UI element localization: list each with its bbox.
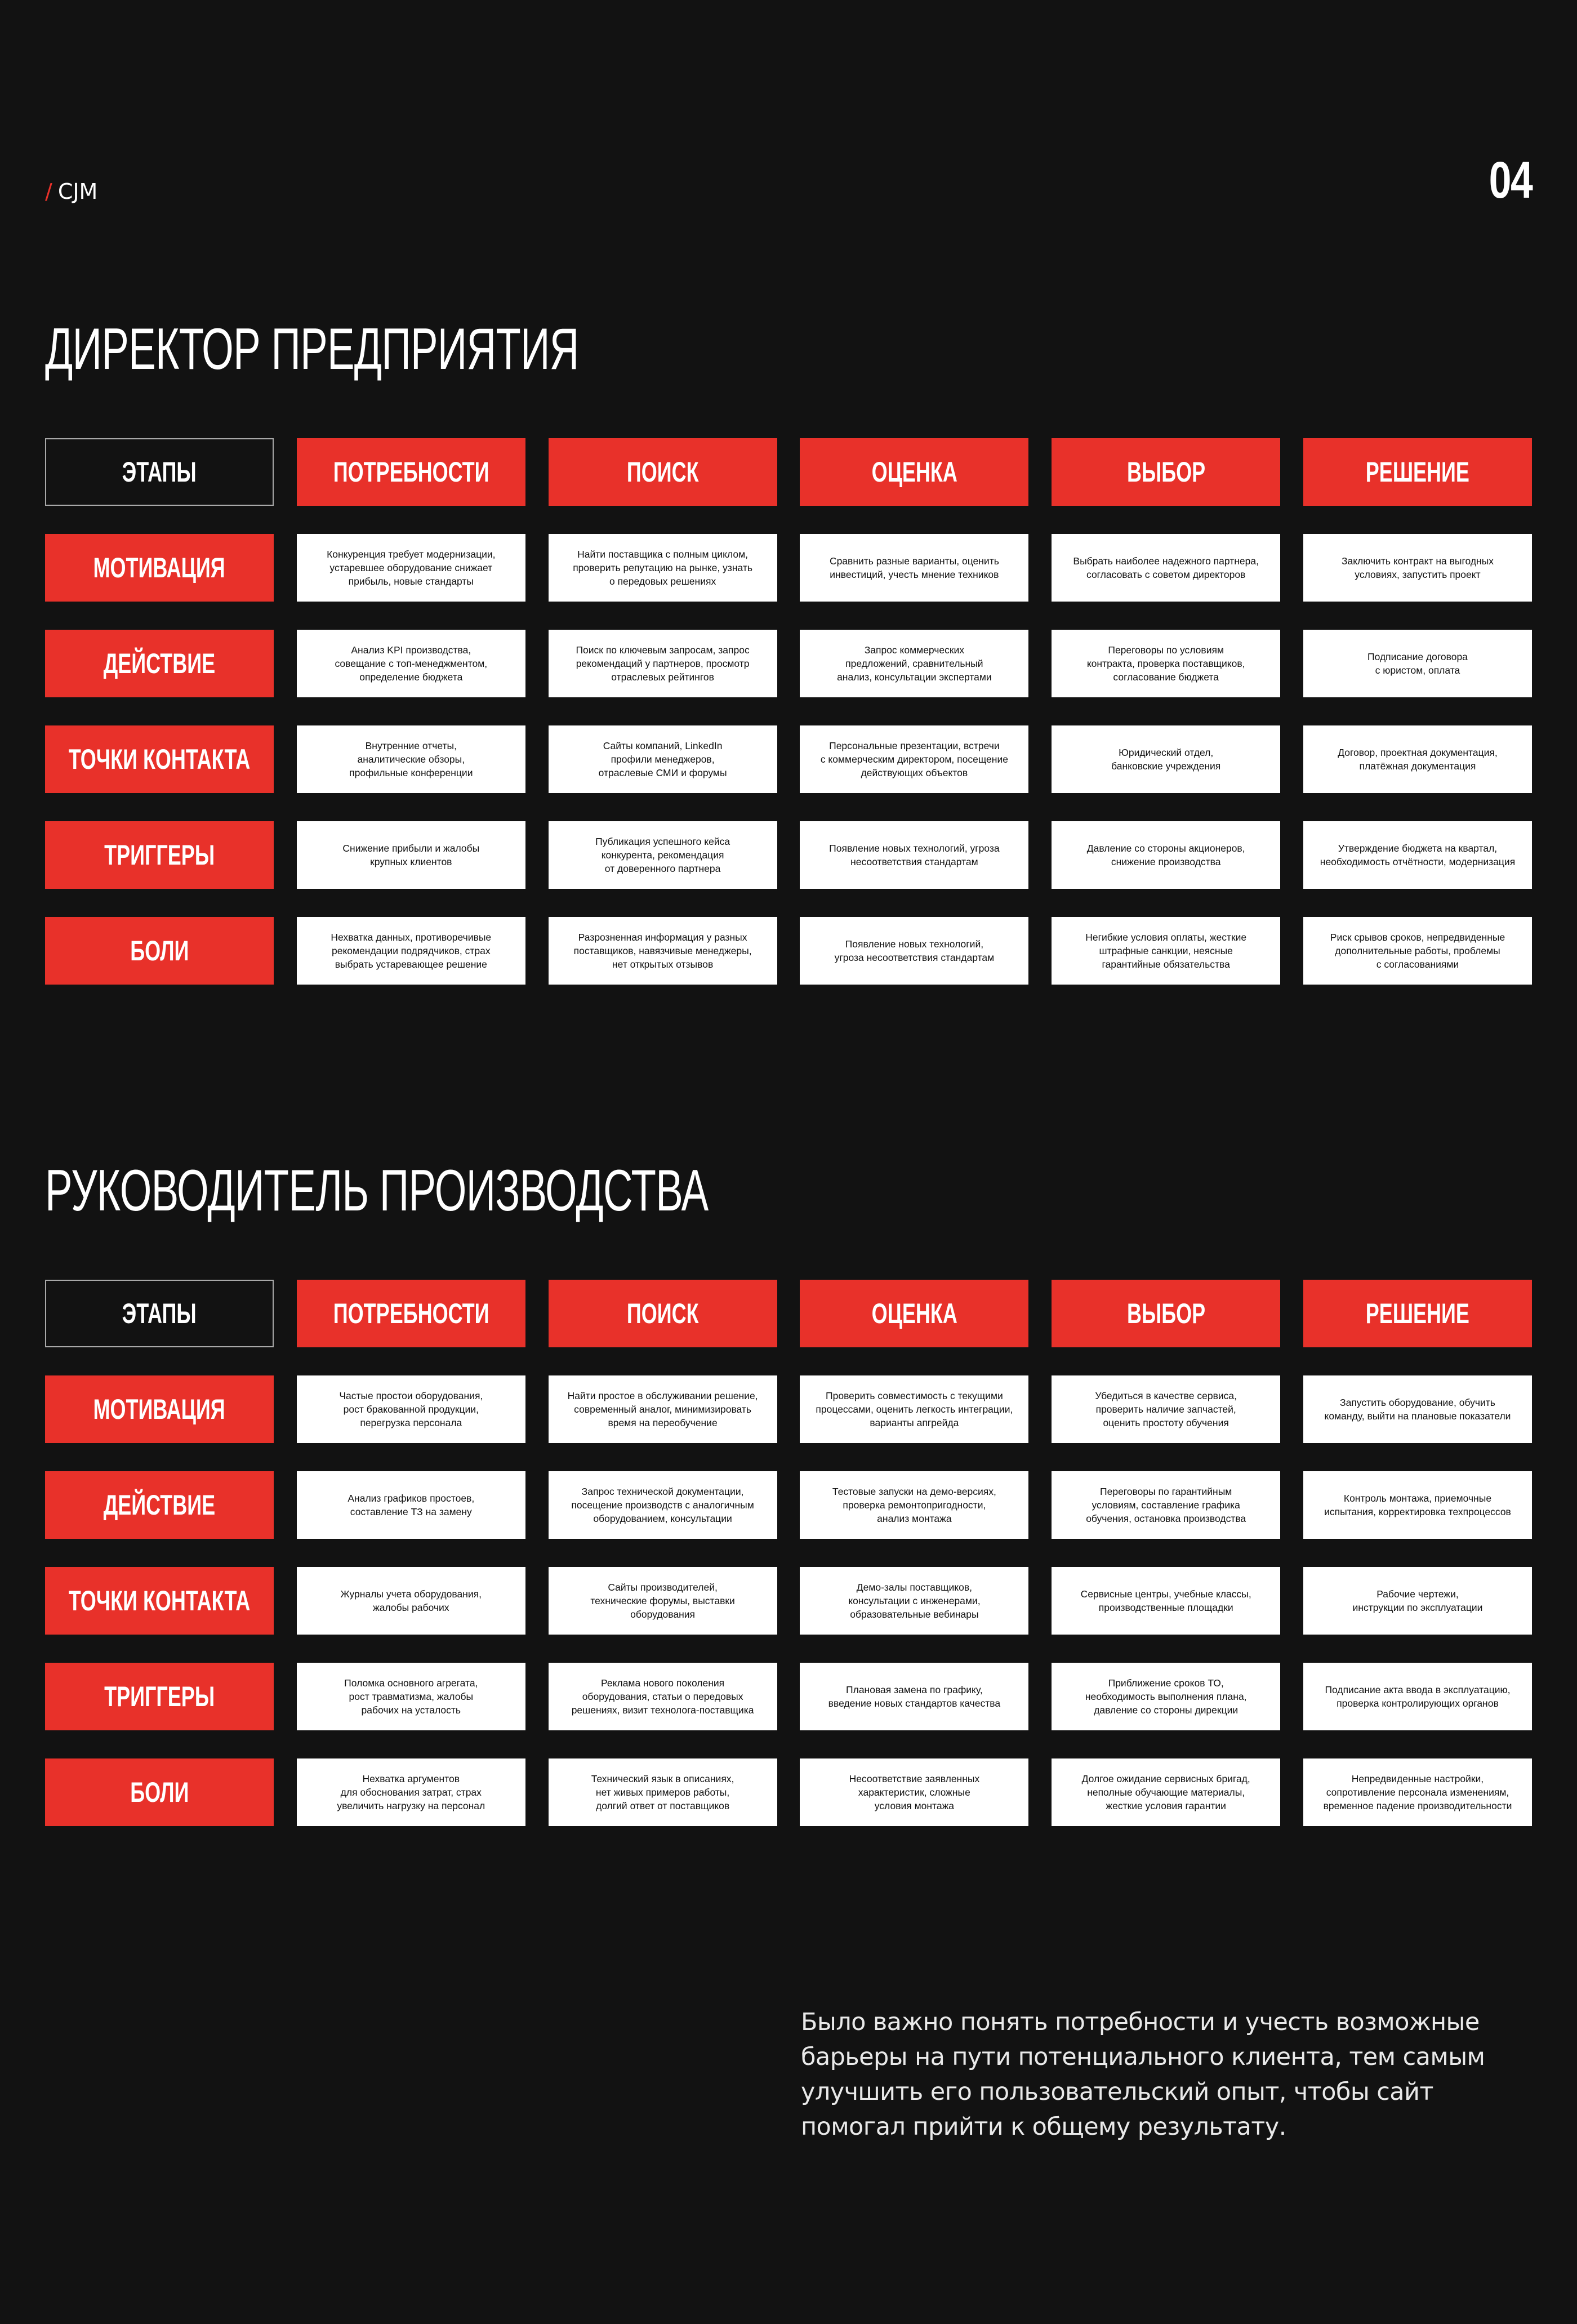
header-cell-decision — [1303, 1280, 1532, 1347]
cell-text: Появление новых технологий, угроза несоответствия стандартам — [829, 842, 1000, 867]
section-title-production: РУКОВОДИТЕЛЬ ПРОИЗВОДСТВА — [45, 1158, 709, 1223]
row-label: ДЕЙСТВИЕ — [103, 1489, 216, 1521]
cell-text: Сравнить разные варианты, оценить инвестиций, учесть мнение техников — [829, 555, 999, 580]
summary-text: Было важно понять потребности и учесть возможные барьеры на пути потенциального клиента, тем самым улучшить его пользовательский опыт, чтобы сайт помогал прийти к общему результату. — [801, 2008, 1485, 2141]
cell-text: Тестовые запуски на демо-версиях, проверка ремонтопригодности, анализ монтажа — [832, 1485, 996, 1525]
header-cell-choice — [1052, 438, 1280, 506]
table-cell — [297, 630, 525, 697]
cell-text: Юридический отдел, банковские учреждения — [1111, 746, 1221, 772]
table-cell — [800, 1758, 1028, 1826]
cell-text: Подписание договора с юристом, оплата — [1367, 651, 1468, 676]
table-cell — [1303, 534, 1532, 602]
cell-text: Нехватка аргументов для обоснования затрат, страх увеличить нагрузку на персонал — [337, 1773, 485, 1812]
header-cell-needs — [297, 1280, 525, 1347]
table-cell — [800, 630, 1028, 697]
table-cell — [800, 1375, 1028, 1443]
row-label-cell — [45, 821, 274, 889]
cell-text: Технический язык в описаниях, нет живых примеров работы, долгий ответ от поставщиков — [591, 1773, 734, 1812]
table-cell — [1052, 1663, 1280, 1730]
table-cell — [800, 1663, 1028, 1730]
header-label: ПОИСК — [626, 1298, 699, 1329]
header-cell-stages — [45, 438, 274, 506]
breadcrumb-label: CJM — [57, 179, 98, 204]
table-cell — [800, 1471, 1028, 1539]
header-cell-decision — [1303, 438, 1532, 506]
cell-text: Непредвиденные настройки, сопротивление персонала изменениям, временное падение производительности — [1323, 1773, 1512, 1812]
table-cell — [1052, 534, 1280, 602]
table-cell — [1303, 821, 1532, 889]
cell-text: Анализ графиков простоев, составление ТЗ на замену — [348, 1492, 475, 1517]
cell-text: Анализ KPI производства, совещание с топ-менеджментом, определение бюджета — [335, 644, 488, 683]
row-label: ТРИГГЕРЫ — [104, 1681, 215, 1712]
cell-text: Внутренние отчеты, аналитические обзоры, профильные конференции — [349, 740, 473, 779]
cell-text: Несоответствие заявленных характеристик, сложные условия монтажа — [849, 1773, 980, 1812]
cell-text: Убедиться в качестве сервиса, проверить наличие запчастей, оценить простоту обучения — [1095, 1390, 1237, 1429]
header-label: ОЦЕНКА — [871, 456, 957, 488]
table-cell — [1052, 821, 1280, 889]
cell-text: Риск срывов сроков, непредвиденные дополнительные работы, проблемы с согласованиями — [1330, 931, 1505, 970]
header-cell-needs — [297, 438, 525, 506]
table-cell — [297, 534, 525, 602]
header-label: ВЫБОР — [1126, 1298, 1205, 1329]
table-cell — [297, 1663, 525, 1730]
breadcrumb-slash: / — [45, 179, 52, 204]
table-cell — [297, 821, 525, 889]
table-cell — [549, 1663, 777, 1730]
table-cell — [549, 725, 777, 793]
cell-text: Персональные презентации, встречи с коммерческим директором, посещение действующих объектов — [820, 740, 1008, 779]
header-label: ВЫБОР — [1126, 456, 1205, 488]
cell-text: Поиск по ключевым запросам, запрос рекомендаций у партнеров, просмотр отраслевых рейтингов — [576, 644, 750, 683]
header-cell-search — [549, 438, 777, 506]
table-cell — [1303, 630, 1532, 697]
cell-text: Нехватка данных, противоречивые рекомендации подрядчиков, страх выбрать устаревающее решение — [331, 931, 492, 970]
cell-text: Сервисные центры, учебные классы, производственные площадки — [1080, 1588, 1251, 1613]
cell-text: Переговоры по гарантийным условиям, составление графика обучения, остановка производства — [1086, 1485, 1246, 1525]
table-cell — [1303, 1663, 1532, 1730]
row-label: БОЛИ — [130, 1777, 189, 1808]
cell-text: Конкуренция требует модернизации, устаревшее оборудование снижает прибыль, новые стандарты — [327, 548, 496, 587]
table-cell — [800, 821, 1028, 889]
header-label: ПОИСК — [626, 456, 699, 488]
table-cell — [1052, 725, 1280, 793]
header-cell-search — [549, 1280, 777, 1347]
cell-text: Запрос технической документации, посещение производств с аналогичным оборудованием, консультации — [571, 1485, 754, 1525]
cell-text: Появление новых технологий, угроза несоответствия стандартам — [834, 938, 995, 963]
table-cell — [549, 534, 777, 602]
cell-text: Запрос коммерческих предложений, сравнительный анализ, консультации экспертами — [837, 644, 992, 683]
table-cell — [1052, 1375, 1280, 1443]
table-cell — [297, 725, 525, 793]
row-label-cell — [45, 1375, 274, 1443]
cell-text: Найти поставщика с полным циклом, проверить репутацию на рынке, узнать о передовых решениях — [573, 548, 752, 587]
header-label: ЭТАПЫ — [122, 1298, 197, 1329]
row-label-cell — [45, 1471, 274, 1539]
table-cell — [1303, 1471, 1532, 1539]
row-label-cell — [45, 534, 274, 602]
cell-text: Разрозненная информация у разных поставщиков, навязчивые менеджеры, нет открытых отзывов — [573, 931, 752, 970]
row-label: ТОЧКИ КОНТАКТА — [68, 1585, 251, 1617]
cell-text: Проверить совместимость с текущими процессами, оценить легкость интеграции, варианты апгрейда — [816, 1390, 1013, 1429]
cell-text: Демо-залы поставщиков, консультации с инженерами, образовательные вебинары — [848, 1581, 981, 1620]
breadcrumb — [45, 179, 97, 204]
header-cell-stages — [45, 1280, 274, 1347]
header-label: ПОТРЕБНОСТИ — [333, 456, 489, 488]
cell-text: Договор, проектная документация, платёжная документация — [1338, 746, 1498, 772]
cell-text: Сайты производителей, технические форумы, выставки оборудования — [590, 1581, 735, 1620]
row-label: МОТИВАЦИЯ — [93, 552, 226, 584]
table-cell — [1052, 917, 1280, 985]
row-label: МОТИВАЦИЯ — [93, 1393, 226, 1425]
cell-text: Контроль монтажа, приемочные испытания, корректировка техпроцессов — [1324, 1492, 1511, 1517]
table-cell — [549, 1567, 777, 1635]
cell-text: Реклама нового поколения оборудования, статьи о передовых решениях, визит технолога-поставщика — [571, 1677, 754, 1716]
table-cell — [1052, 630, 1280, 697]
cell-text: Журналы учета оборудования, жалобы рабочих — [340, 1588, 482, 1613]
header-label: ОЦЕНКА — [871, 1298, 957, 1329]
cell-text: Публикация успешного кейса конкурента, рекомендация от доверенного партнера — [595, 835, 730, 875]
row-label: ДЕЙСТВИЕ — [103, 648, 216, 679]
cell-text: Переговоры по условиям контракта, проверка поставщиков, согласование бюджета — [1086, 644, 1245, 683]
cell-text: Плановая замена по графику, введение новых стандартов качества — [828, 1684, 1001, 1709]
cjm-table-production — [45, 1280, 1532, 1826]
table-cell — [549, 630, 777, 697]
table-cell — [800, 534, 1028, 602]
table-cell — [549, 917, 777, 985]
header-label: ПОТРЕБНОСТИ — [333, 1298, 489, 1329]
table-cell — [1052, 1758, 1280, 1826]
cell-text: Выбрать наиболее надежного партнера, согласовать с советом директоров — [1073, 555, 1259, 580]
header-cell-evaluation — [800, 438, 1028, 506]
row-label: ТРИГГЕРЫ — [104, 839, 215, 871]
row-label-cell — [45, 725, 274, 793]
table-cell — [1303, 1567, 1532, 1635]
table-cell — [549, 1471, 777, 1539]
table-cell — [800, 917, 1028, 985]
row-label-cell — [45, 1758, 274, 1826]
cell-text: Снижение прибыли и жалобы крупных клиентов — [342, 842, 480, 867]
cjm-table-director — [45, 438, 1532, 985]
table-cell — [549, 1758, 777, 1826]
cell-text: Негибкие условия оплаты, жесткие штрафные санкции, неясные гарантийные обязательства — [1085, 931, 1247, 970]
cell-text: Поломка основного агрегата, рост травматизма, жалобы рабочих на усталость — [344, 1677, 478, 1716]
cell-text: Заключить контракт на выгодных условиях, запустить проект — [1341, 555, 1494, 580]
header-label: РЕШЕНИЕ — [1365, 456, 1470, 488]
row-label-cell — [45, 1663, 274, 1730]
cell-text: Утверждение бюджета на квартал, необходимость отчётности, модернизация — [1320, 842, 1516, 867]
cell-text: Долгое ожидание сервисных бригад, неполные обучающие материалы, жесткие условия гарантии — [1081, 1773, 1250, 1812]
header-label: РЕШЕНИЕ — [1365, 1298, 1470, 1329]
table-cell — [800, 1567, 1028, 1635]
row-label-cell — [45, 630, 274, 697]
row-label-cell — [45, 1567, 274, 1635]
table-cell — [297, 1471, 525, 1539]
cell-text: Найти простое в обслуживании решение, современный аналог, минимизировать время на переобучение — [567, 1390, 758, 1429]
table-cell — [1303, 917, 1532, 985]
section-title-director: ДИРЕКТОР ПРЕДПРИЯТИЯ — [45, 317, 579, 382]
header-cell-evaluation — [800, 1280, 1028, 1347]
table-cell — [549, 1375, 777, 1443]
table-cell — [1303, 725, 1532, 793]
table-cell — [1052, 1567, 1280, 1635]
table-cell — [1303, 1758, 1532, 1826]
header-label: ЭТАПЫ — [122, 456, 197, 488]
cell-text: Приближение сроков ТО, необходимость выполнения плана, давление со стороны дирекции — [1085, 1677, 1247, 1716]
header-cell-choice — [1052, 1280, 1280, 1347]
row-label: ТОЧКИ КОНТАКТА — [68, 743, 251, 775]
row-label: БОЛИ — [130, 935, 189, 967]
table-cell — [297, 1758, 525, 1826]
cell-text: Частые простои оборудования, рост бракованной продукции, перегрузка персонала — [339, 1390, 483, 1429]
cell-text: Давление со стороны акционеров, снижение производства — [1086, 842, 1245, 867]
table-cell — [549, 821, 777, 889]
cell-text: Рабочие чертежи, инструкции по эксплуатации — [1352, 1588, 1483, 1613]
cell-text: Запустить оборудование, обучить команду, выйти на плановые показатели — [1324, 1396, 1511, 1422]
table-cell — [1303, 1375, 1532, 1443]
table-cell — [297, 917, 525, 985]
table-cell — [800, 725, 1028, 793]
cell-text: Сайты компаний, LinkedIn профили менеджеров, отраслевые СМИ и форумы — [598, 740, 727, 779]
row-label-cell — [45, 917, 274, 985]
cell-text: Подписание акта ввода в эксплуатацию, проверка контролирующих органов — [1325, 1684, 1511, 1709]
page-number: 04 — [1489, 152, 1532, 209]
table-cell — [297, 1375, 525, 1443]
table-cell — [297, 1567, 525, 1635]
table-cell — [1052, 1471, 1280, 1539]
